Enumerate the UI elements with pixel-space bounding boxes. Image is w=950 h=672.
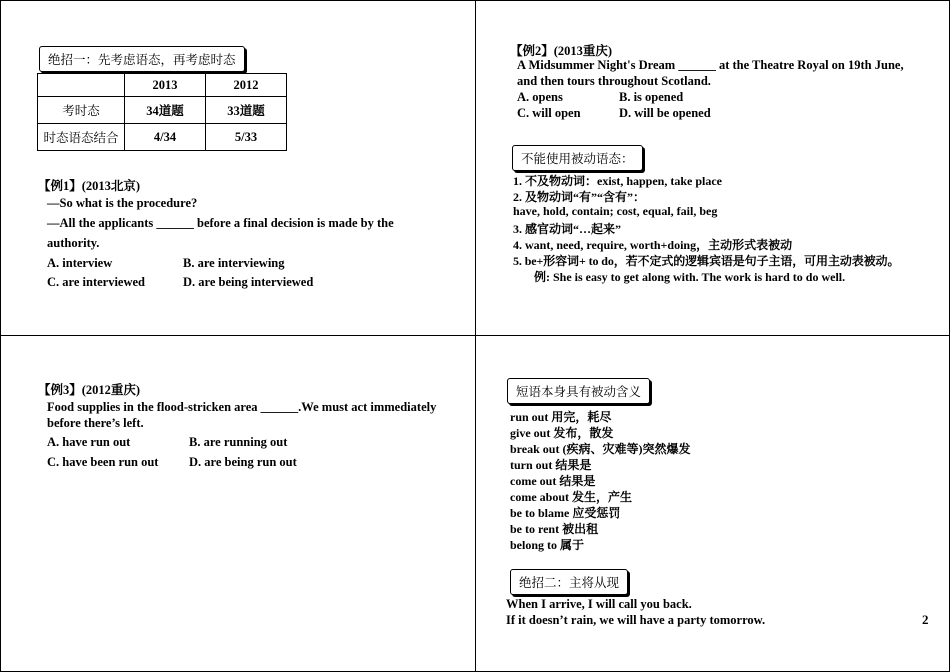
example-sentence: When I arrive, I will call you back. (506, 597, 692, 611)
option-d: D. will be opened (619, 106, 711, 120)
option-b: B. are interviewing (183, 256, 285, 270)
slide-bottom-right (476, 336, 950, 672)
table-cell: 33道题 (206, 97, 287, 124)
rule-example: 例: She is easy to get along with. The work is hard to do well. (534, 270, 846, 284)
rule-item: 1. 不及物动词：exist, happen, take place (513, 174, 723, 188)
phrase-item: break out (疾病、灾难等)突然爆发 (510, 442, 691, 456)
option-b: B. is opened (619, 90, 684, 104)
phrase-item: run out 用完，耗尽 (510, 410, 612, 424)
example-1-question: —So what is the procedure? (47, 196, 198, 210)
option-c: C. will open (517, 106, 581, 120)
option-a: A. have run out (47, 435, 131, 449)
table-row (38, 97, 287, 124)
table-cell: 2013 (125, 74, 206, 97)
rule-item: 2. 及物动词“有”“含有”： (513, 190, 646, 204)
example-sentence: If it doesn’t rain, we will have a party tomorrow. (506, 613, 766, 627)
table-cell: 考时态 (38, 97, 125, 124)
phrase-item: belong to 属于 (510, 538, 585, 552)
option-c: C. are interviewed (47, 275, 146, 289)
example-1-question: authority. (47, 236, 100, 250)
table-row (38, 124, 287, 151)
rule-item: 5. be+形容词+ to do，若不定式的逻辑宾语是句子主语，可用主动表被动。 (513, 254, 900, 268)
example-2-title: 【例2】(2013重庆) (510, 44, 613, 58)
phrase-item: come about 发生，产生 (510, 490, 632, 504)
slide-top-left (0, 0, 475, 335)
example-3-question: before there’s left. (47, 416, 144, 430)
no-passive-box: 不能使用被动语态： (512, 145, 643, 171)
passive-meaning-box: 短语本身具有被动含义 (507, 378, 650, 404)
tip-one-box: 绝招一：先考虑语态，再考虑时态 (39, 46, 245, 72)
phrase-item: turn out 结果是 (510, 458, 592, 472)
table-cell (38, 74, 125, 97)
stats-table (37, 73, 287, 151)
option-d: D. are being run out (189, 455, 297, 469)
slide-bottom-left (0, 336, 475, 672)
table-cell: 2012 (206, 74, 287, 97)
phrase-item: be to rent 被出租 (510, 522, 599, 536)
option-b: B. are running out (189, 435, 288, 449)
rule-item: 3. 感官动词“…起来” (513, 222, 622, 236)
option-a: A. opens (517, 90, 563, 104)
rule-item: 4. want, need, require, worth+doing，主动形式表被动 (513, 238, 793, 252)
table-row (38, 74, 287, 97)
table-cell: 时态语态结合 (38, 124, 125, 151)
example-3-title: 【例3】(2012重庆) (38, 383, 141, 397)
phrase-item: be to blame 应受惩罚 (510, 506, 621, 520)
example-2-question: A Midsummer Night's Dream ______ at the Theatre Royal on 19th June, (517, 58, 904, 72)
table-cell: 34道题 (125, 97, 206, 124)
tip-two-box: 绝招二：主将从现 (510, 569, 628, 595)
table-cell: 4/34 (125, 124, 206, 151)
table-cell: 5/33 (206, 124, 287, 151)
example-1-question: —All the applicants ______ before a final decision is made by the (47, 216, 394, 230)
option-a: A. interview (47, 256, 113, 270)
slide-top-right (476, 0, 950, 335)
example-2-question: and then tours throughout Scotland. (517, 74, 711, 88)
rule-item: have, hold, contain; cost, equal, fail, beg (513, 204, 718, 218)
example-3-question: Food supplies in the flood-stricken area ______.We must act immediately (47, 400, 437, 414)
option-d: D. are being interviewed (183, 275, 314, 289)
phrase-item: give out 发布，散发 (510, 426, 614, 440)
option-c: C. have been run out (47, 455, 159, 469)
page-number: 2 (922, 612, 929, 627)
example-1-title: 【例1】(2013北京) (38, 179, 141, 193)
phrase-item: come out 结果是 (510, 474, 596, 488)
